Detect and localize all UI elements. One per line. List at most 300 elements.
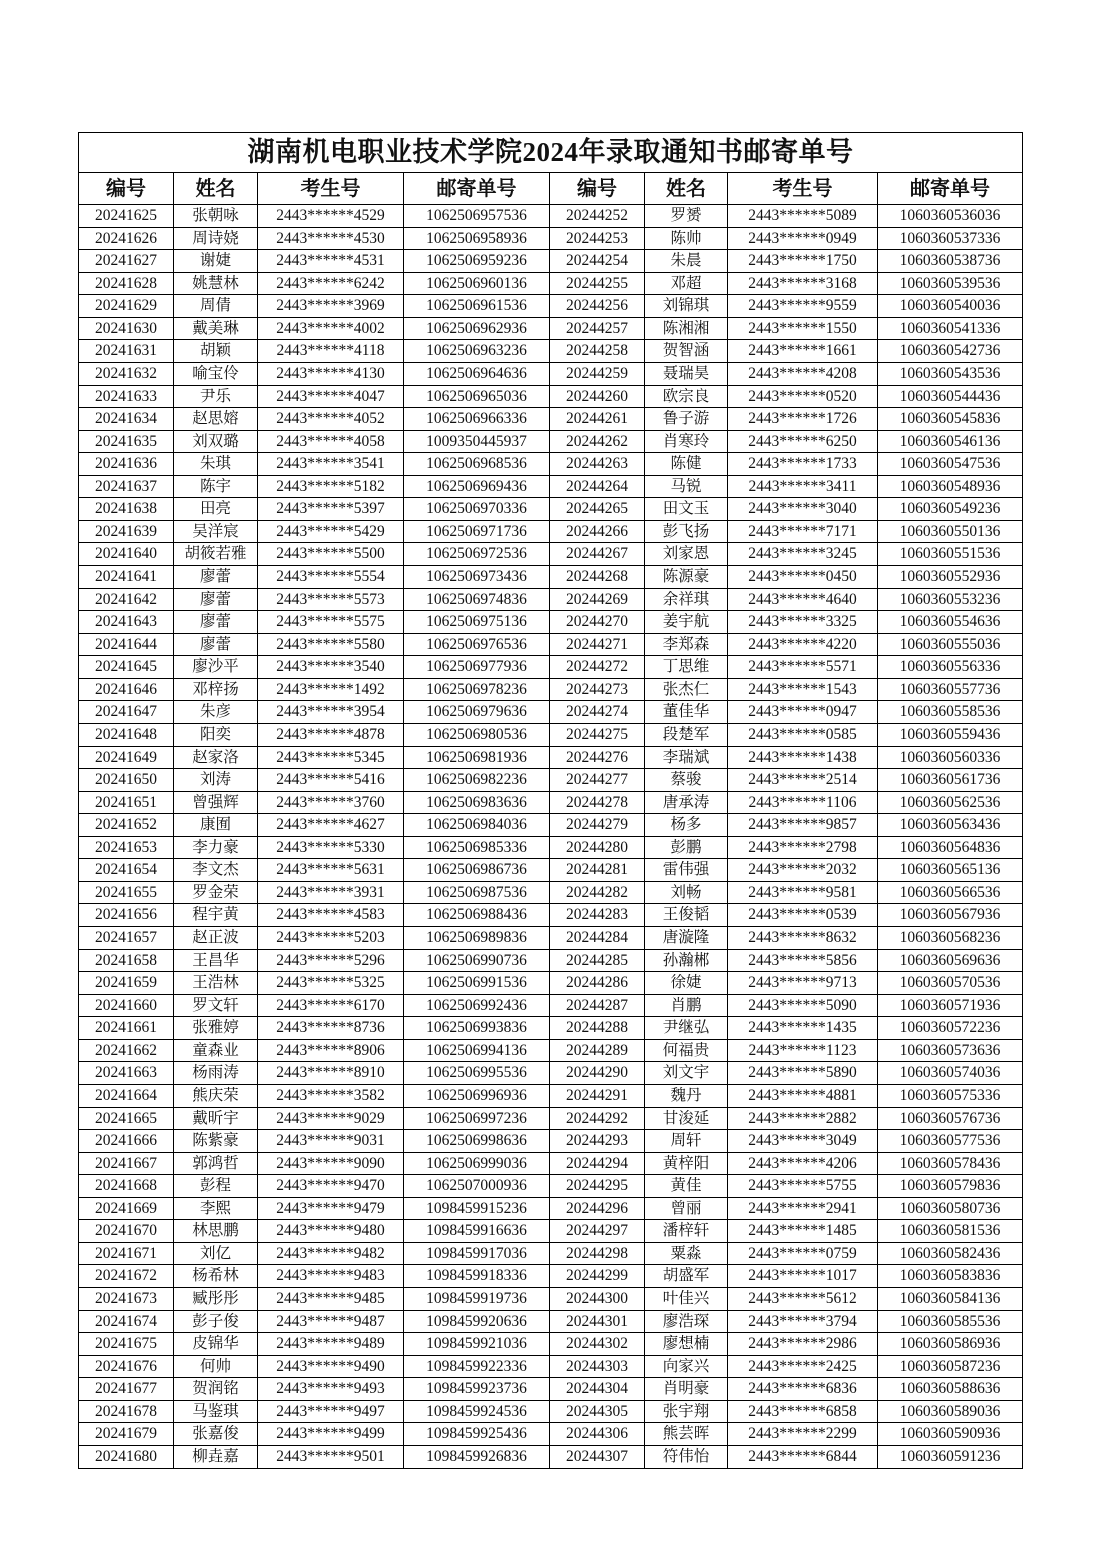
name-cell: 向家兴: [645, 1355, 728, 1378]
mail-number-cell: 1060360553236: [878, 588, 1023, 611]
id-cell: 20241663: [79, 1062, 174, 1085]
id-cell: 20244306: [550, 1423, 645, 1446]
exam-number-cell: 2443******5416: [258, 769, 404, 792]
id-cell: 20244296: [550, 1197, 645, 1220]
exam-number-cell: 2443******5500: [258, 543, 404, 566]
id-cell: 20241636: [79, 453, 174, 476]
mail-number-cell: 1060360585536: [878, 1310, 1023, 1333]
name-cell: 粟淼: [645, 1242, 728, 1265]
title-row: [79, 133, 1023, 173]
table-row: [79, 746, 1023, 769]
table-row: [79, 1445, 1023, 1468]
mail-number-cell: 1062506978236: [404, 678, 550, 701]
exam-number-cell: 2443******2425: [728, 1355, 878, 1378]
id-cell: 20241644: [79, 633, 174, 656]
mail-number-cell: 1060360545836: [878, 408, 1023, 431]
mail-number-cell: 1060360587236: [878, 1355, 1023, 1378]
mail-number-cell: 1062506961536: [404, 295, 550, 318]
id-cell: 20244304: [550, 1378, 645, 1401]
id-cell: 20241658: [79, 949, 174, 972]
id-cell: 20244283: [550, 904, 645, 927]
id-cell: 20244253: [550, 227, 645, 250]
id-cell: 20244292: [550, 1107, 645, 1130]
name-cell: 陈帅: [645, 227, 728, 250]
name-cell: 戴美琳: [174, 317, 258, 340]
mail-number-cell: 1060360560336: [878, 746, 1023, 769]
exam-number-cell: 2443******6242: [258, 272, 404, 295]
mail-number-cell: 1060360582436: [878, 1242, 1023, 1265]
exam-number-cell: 2443******1750: [728, 250, 878, 273]
name-cell: 彭飞扬: [645, 520, 728, 543]
exam-number-cell: 2443******5575: [258, 611, 404, 634]
mail-number-cell: 1060360584136: [878, 1288, 1023, 1311]
id-cell: 20244289: [550, 1039, 645, 1062]
mail-number-cell: 1062506997236: [404, 1107, 550, 1130]
exam-number-cell: 2443******9482: [258, 1242, 404, 1265]
name-cell: 邓超: [645, 272, 728, 295]
name-cell: 邓梓扬: [174, 678, 258, 701]
name-cell: 赵家洛: [174, 746, 258, 769]
table-row: [79, 972, 1023, 995]
mail-number-cell: 1062506969436: [404, 475, 550, 498]
name-cell: 周轩: [645, 1130, 728, 1153]
name-cell: 刘文宇: [645, 1062, 728, 1085]
mail-number-cell: 1060360575336: [878, 1084, 1023, 1107]
mail-number-cell: 1060360540036: [878, 295, 1023, 318]
table-row: [79, 927, 1023, 950]
mail-number-cell: 1062506957536: [404, 205, 550, 228]
table-row: [79, 836, 1023, 859]
exam-number-cell: 2443******9090: [258, 1152, 404, 1175]
exam-number-cell: 2443******0949: [728, 227, 878, 250]
header-name: 姓名: [174, 173, 258, 205]
table-row: [79, 1423, 1023, 1446]
exam-number-cell: 2443******9485: [258, 1288, 404, 1311]
table-row: [79, 1242, 1023, 1265]
exam-number-cell: 2443******7171: [728, 520, 878, 543]
table-row: [79, 408, 1023, 431]
name-cell: 王浩林: [174, 972, 258, 995]
exam-number-cell: 2443******1550: [728, 317, 878, 340]
id-cell: 20241679: [79, 1423, 174, 1446]
id-cell: 20241647: [79, 701, 174, 724]
exam-number-cell: 2443******4583: [258, 904, 404, 927]
id-cell: 20244277: [550, 769, 645, 792]
exam-number-cell: 2443******2514: [728, 769, 878, 792]
table-row: [79, 769, 1023, 792]
exam-number-cell: 2443******1017: [728, 1265, 878, 1288]
mail-number-cell: 1060360566536: [878, 881, 1023, 904]
exam-number-cell: 2443******3760: [258, 791, 404, 814]
mail-number-cell: 1062506987536: [404, 881, 550, 904]
id-cell: 20244279: [550, 814, 645, 837]
mail-number-cell: 1060360562536: [878, 791, 1023, 814]
exam-number-cell: 2443******4531: [258, 250, 404, 273]
name-cell: 臧彤彤: [174, 1288, 258, 1311]
table-row: [79, 1333, 1023, 1356]
id-cell: 20244297: [550, 1220, 645, 1243]
exam-number-cell: 2443******2798: [728, 836, 878, 859]
exam-number-cell: 2443******4640: [728, 588, 878, 611]
exam-number-cell: 2443******1726: [728, 408, 878, 431]
id-cell: 20244274: [550, 701, 645, 724]
id-cell: 20244263: [550, 453, 645, 476]
mail-number-cell: 1060360559436: [878, 723, 1023, 746]
id-cell: 20241667: [79, 1152, 174, 1175]
name-cell: 田文玉: [645, 498, 728, 521]
name-cell: 胡筱若雅: [174, 543, 258, 566]
name-cell: 杨多: [645, 814, 728, 837]
name-cell: 杨雨涛: [174, 1062, 258, 1085]
table-row: [79, 362, 1023, 385]
name-cell: 吴洋宸: [174, 520, 258, 543]
table-row: [79, 566, 1023, 589]
name-cell: 胡盛军: [645, 1265, 728, 1288]
name-cell: 黄梓阳: [645, 1152, 728, 1175]
name-cell: 熊庆荣: [174, 1084, 258, 1107]
mail-number-cell: 1098459917036: [404, 1242, 550, 1265]
id-cell: 20241664: [79, 1084, 174, 1107]
mail-number-cell: 1062506971736: [404, 520, 550, 543]
table-row: [79, 1130, 1023, 1153]
id-cell: 20241662: [79, 1039, 174, 1062]
table-row: [79, 250, 1023, 273]
exam-number-cell: 2443******4130: [258, 362, 404, 385]
mail-number-cell: 1062506964636: [404, 362, 550, 385]
id-cell: 20244307: [550, 1445, 645, 1468]
exam-number-cell: 2443******9479: [258, 1197, 404, 1220]
mail-number-cell: 1062506988436: [404, 904, 550, 927]
mail-number-cell: 1060360538736: [878, 250, 1023, 273]
exam-number-cell: 2443******5573: [258, 588, 404, 611]
exam-number-cell: 2443******8910: [258, 1062, 404, 1085]
mail-number-cell: 1062506960136: [404, 272, 550, 295]
exam-number-cell: 2443******2882: [728, 1107, 878, 1130]
id-cell: 20241627: [79, 250, 174, 273]
table-row: [79, 633, 1023, 656]
name-cell: 马鉴琪: [174, 1400, 258, 1423]
mail-number-cell: 1060360550136: [878, 520, 1023, 543]
mail-number-cell: 1060360589036: [878, 1400, 1023, 1423]
name-cell: 朱晨: [645, 250, 728, 273]
table-row: [79, 1265, 1023, 1288]
id-cell: 20244256: [550, 295, 645, 318]
id-cell: 20244284: [550, 927, 645, 950]
exam-number-cell: 2443******1485: [728, 1220, 878, 1243]
mail-number-cell: 1060360541336: [878, 317, 1023, 340]
exam-number-cell: 2443******9713: [728, 972, 878, 995]
mail-number-cell: 1060360573636: [878, 1039, 1023, 1062]
id-cell: 20244260: [550, 385, 645, 408]
name-cell: 彭鹏: [645, 836, 728, 859]
exam-number-cell: 2443******5203: [258, 927, 404, 950]
name-cell: 郭鸿哲: [174, 1152, 258, 1175]
mail-number-cell: 1098459925436: [404, 1423, 550, 1446]
id-cell: 20241632: [79, 362, 174, 385]
id-cell: 20244258: [550, 340, 645, 363]
mail-number-cell: 1060360580736: [878, 1197, 1023, 1220]
exam-number-cell: 2443******1123: [728, 1039, 878, 1062]
exam-number-cell: 2443******4881: [728, 1084, 878, 1107]
id-cell: 20241649: [79, 746, 174, 769]
mail-number-cell: 1098459922336: [404, 1355, 550, 1378]
name-cell: 胡颖: [174, 340, 258, 363]
id-cell: 20244286: [550, 972, 645, 995]
mail-number-cell: 1060360556336: [878, 656, 1023, 679]
mail-number-cell: 1060360569636: [878, 949, 1023, 972]
exam-number-cell: 2443******6858: [728, 1400, 878, 1423]
name-cell: 丁思维: [645, 656, 728, 679]
name-cell: 王俊韬: [645, 904, 728, 927]
mail-number-cell: 1060360571936: [878, 994, 1023, 1017]
id-cell: 20244252: [550, 205, 645, 228]
mail-number-cell: 1062506985336: [404, 836, 550, 859]
mail-number-cell: 1060360581536: [878, 1220, 1023, 1243]
mail-number-cell: 1060360568236: [878, 927, 1023, 950]
mail-number-cell: 1062506962936: [404, 317, 550, 340]
mail-number-cell: 1060360536036: [878, 205, 1023, 228]
id-cell: 20241626: [79, 227, 174, 250]
exam-number-cell: 2443******4058: [258, 430, 404, 453]
exam-number-cell: 2443******4206: [728, 1152, 878, 1175]
mailing-number-table: [78, 132, 1023, 1469]
mail-number-cell: 1060360544436: [878, 385, 1023, 408]
name-cell: 张宇翔: [645, 1400, 728, 1423]
mail-number-cell: 1060360563436: [878, 814, 1023, 837]
mail-number-cell: 1062506963236: [404, 340, 550, 363]
name-cell: 李瑞斌: [645, 746, 728, 769]
exam-number-cell: 2443******2941: [728, 1197, 878, 1220]
mail-number-cell: 1060360539536: [878, 272, 1023, 295]
mail-number-cell: 1062506976536: [404, 633, 550, 656]
exam-number-cell: 2443******1661: [728, 340, 878, 363]
exam-number-cell: 2443******1492: [258, 678, 404, 701]
table-row: [79, 904, 1023, 927]
id-cell: 20244270: [550, 611, 645, 634]
name-cell: 欧宗良: [645, 385, 728, 408]
table-row: [79, 994, 1023, 1017]
exam-number-cell: 2443******6250: [728, 430, 878, 453]
exam-number-cell: 2443******9487: [258, 1310, 404, 1333]
name-cell: 熊芸晖: [645, 1423, 728, 1446]
mail-number-cell: 1060360576736: [878, 1107, 1023, 1130]
name-cell: 贺智涵: [645, 340, 728, 363]
name-cell: 刘涛: [174, 769, 258, 792]
table-row: [79, 611, 1023, 634]
table-row: [79, 949, 1023, 972]
id-cell: 20241634: [79, 408, 174, 431]
exam-number-cell: 2443******9029: [258, 1107, 404, 1130]
mail-number-cell: 1098459926836: [404, 1445, 550, 1468]
exam-number-cell: 2443******0450: [728, 566, 878, 589]
table-row: [79, 1288, 1023, 1311]
exam-number-cell: 2443******5325: [258, 972, 404, 995]
id-cell: 20241657: [79, 927, 174, 950]
exam-number-cell: 2443******4220: [728, 633, 878, 656]
name-cell: 陈源豪: [645, 566, 728, 589]
name-cell: 雷伟强: [645, 859, 728, 882]
exam-number-cell: 2443******5856: [728, 949, 878, 972]
name-cell: 刘亿: [174, 1242, 258, 1265]
table-row: [79, 1175, 1023, 1198]
name-cell: 贺润铭: [174, 1378, 258, 1401]
name-cell: 廖蕾: [174, 633, 258, 656]
name-cell: 陈紫豪: [174, 1130, 258, 1153]
table-row: [79, 791, 1023, 814]
exam-number-cell: 2443******2986: [728, 1333, 878, 1356]
table-row: [79, 475, 1023, 498]
mail-number-cell: 1060360552936: [878, 566, 1023, 589]
exam-number-cell: 2443******4052: [258, 408, 404, 431]
name-cell: 余祥琪: [645, 588, 728, 611]
exam-number-cell: 2443******0520: [728, 385, 878, 408]
name-cell: 符伟怡: [645, 1445, 728, 1468]
name-cell: 谢婕: [174, 250, 258, 273]
id-cell: 20244303: [550, 1355, 645, 1378]
name-cell: 张朝咏: [174, 205, 258, 228]
exam-number-cell: 2443******9493: [258, 1378, 404, 1401]
name-cell: 肖明豪: [645, 1378, 728, 1401]
table-row: [79, 723, 1023, 746]
exam-number-cell: 2443******5429: [258, 520, 404, 543]
mail-number-cell: 1098459924536: [404, 1400, 550, 1423]
id-cell: 20241641: [79, 566, 174, 589]
mail-number-cell: 1060360542736: [878, 340, 1023, 363]
name-cell: 李熙: [174, 1197, 258, 1220]
exam-number-cell: 2443******5890: [728, 1062, 878, 1085]
table-row: [79, 701, 1023, 724]
id-cell: 20241660: [79, 994, 174, 1017]
id-cell: 20241625: [79, 205, 174, 228]
mail-number-cell: 1098459920636: [404, 1310, 550, 1333]
id-cell: 20244259: [550, 362, 645, 385]
id-cell: 20244278: [550, 791, 645, 814]
mail-number-cell: 1062506998636: [404, 1130, 550, 1153]
name-cell: 陈健: [645, 453, 728, 476]
name-cell: 聂瑞昊: [645, 362, 728, 385]
exam-number-cell: 2443******3040: [728, 498, 878, 521]
exam-number-cell: 2443******5345: [258, 746, 404, 769]
mail-number-cell: 1060360567936: [878, 904, 1023, 927]
name-cell: 田亮: [174, 498, 258, 521]
mail-number-cell: 1060360555036: [878, 633, 1023, 656]
mail-number-cell: 1062506980536: [404, 723, 550, 746]
mail-number-cell: 1062506970336: [404, 498, 550, 521]
id-cell: 20241654: [79, 859, 174, 882]
name-cell: 阳奕: [174, 723, 258, 746]
table-row: [79, 227, 1023, 250]
table-row: [79, 453, 1023, 476]
table-row: [79, 588, 1023, 611]
table-row: [79, 881, 1023, 904]
exam-number-cell: 2443******0539: [728, 904, 878, 927]
name-cell: 姜宇航: [645, 611, 728, 634]
mail-number-cell: 1060360591236: [878, 1445, 1023, 1468]
exam-number-cell: 2443******1733: [728, 453, 878, 476]
name-cell: 黄佳: [645, 1175, 728, 1198]
mail-number-cell: 1060360551536: [878, 543, 1023, 566]
name-cell: 李文杰: [174, 859, 258, 882]
exam-number-cell: 2443******1543: [728, 678, 878, 701]
name-cell: 尹乐: [174, 385, 258, 408]
mail-number-cell: 1060360565136: [878, 859, 1023, 882]
id-cell: 20244305: [550, 1400, 645, 1423]
table-row: [79, 295, 1023, 318]
exam-number-cell: 2443******8906: [258, 1039, 404, 1062]
mail-number-cell: 1060360586936: [878, 1333, 1023, 1356]
id-cell: 20244299: [550, 1265, 645, 1288]
mail-number-cell: 1062506966336: [404, 408, 550, 431]
id-cell: 20244265: [550, 498, 645, 521]
header-exam-number: 考生号: [258, 173, 404, 205]
id-cell: 20241656: [79, 904, 174, 927]
name-cell: 赵正波: [174, 927, 258, 950]
exam-number-cell: 2443******4047: [258, 385, 404, 408]
mail-number-cell: 1060360583836: [878, 1265, 1023, 1288]
id-cell: 20241674: [79, 1310, 174, 1333]
id-cell: 20241633: [79, 385, 174, 408]
id-cell: 20241680: [79, 1445, 174, 1468]
table-row: [79, 1310, 1023, 1333]
name-cell: 童森业: [174, 1039, 258, 1062]
mail-number-cell: 1062506983636: [404, 791, 550, 814]
id-cell: 20241655: [79, 881, 174, 904]
name-cell: 刘双璐: [174, 430, 258, 453]
table-row: [79, 317, 1023, 340]
name-cell: 罗文轩: [174, 994, 258, 1017]
name-cell: 皮锦华: [174, 1333, 258, 1356]
mail-number-cell: 1062506979636: [404, 701, 550, 724]
mail-number-cell: 1060360546136: [878, 430, 1023, 453]
mail-number-cell: 1098459915236: [404, 1197, 550, 1220]
mail-number-cell: 1062506992436: [404, 994, 550, 1017]
table-row: [79, 1378, 1023, 1401]
id-cell: 20241639: [79, 520, 174, 543]
mail-number-cell: 1062506975136: [404, 611, 550, 634]
table-row: [79, 1220, 1023, 1243]
id-cell: 20244268: [550, 566, 645, 589]
mail-number-cell: 1062506984036: [404, 814, 550, 837]
table-row: [79, 814, 1023, 837]
exam-number-cell: 2443******0585: [728, 723, 878, 746]
exam-number-cell: 2443******5182: [258, 475, 404, 498]
table-row: [79, 385, 1023, 408]
name-cell: 罗金荣: [174, 881, 258, 904]
mail-number-cell: 1060360537336: [878, 227, 1023, 250]
exam-number-cell: 2443******3168: [728, 272, 878, 295]
header-id: 编号: [79, 173, 174, 205]
name-cell: 林思鹏: [174, 1220, 258, 1243]
id-cell: 20241652: [79, 814, 174, 837]
mail-number-cell: 1062506959236: [404, 250, 550, 273]
mail-number-cell: 1060360570536: [878, 972, 1023, 995]
id-cell: 20241635: [79, 430, 174, 453]
mail-number-cell: 1060360572236: [878, 1017, 1023, 1040]
name-cell: 马锐: [645, 475, 728, 498]
table-row: [79, 1084, 1023, 1107]
exam-number-cell: 2443******4118: [258, 340, 404, 363]
id-cell: 20244298: [550, 1242, 645, 1265]
table-row: [79, 1039, 1023, 1062]
exam-number-cell: 2443******5612: [728, 1288, 878, 1311]
header-name: 姓名: [645, 173, 728, 205]
id-cell: 20241675: [79, 1333, 174, 1356]
id-cell: 20244272: [550, 656, 645, 679]
name-cell: 彭程: [174, 1175, 258, 1198]
name-cell: 曾强辉: [174, 791, 258, 814]
id-cell: 20244280: [550, 836, 645, 859]
name-cell: 杨希林: [174, 1265, 258, 1288]
